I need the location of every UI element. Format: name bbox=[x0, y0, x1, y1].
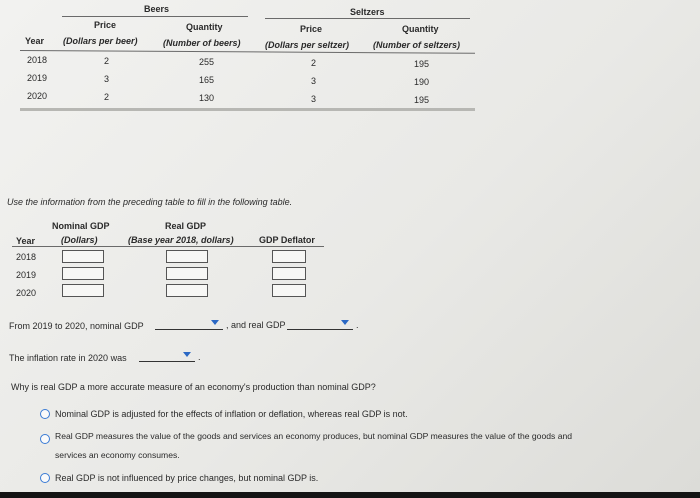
beer-quantity-unit: (Number of beers) bbox=[163, 38, 241, 48]
seltzer-price-unit: (Dollars per seltzer) bbox=[265, 40, 350, 50]
table-row-year: 2019 bbox=[27, 73, 48, 83]
beer-qty-cell: 130 bbox=[199, 93, 215, 103]
real-gdp-2019-input[interactable] bbox=[166, 267, 208, 280]
real-gdp-label: Real GDP bbox=[165, 221, 207, 231]
beers-group-rule bbox=[62, 16, 248, 17]
beer-quantity-label: Quantity bbox=[186, 22, 223, 32]
year-header-2: Year bbox=[16, 236, 36, 246]
nominal-gdp-2018-input[interactable] bbox=[62, 250, 104, 263]
table-row-year: 2020 bbox=[27, 91, 48, 101]
q2-prefix: The inflation rate in 2020 was bbox=[9, 353, 127, 363]
nominal-gdp-unit: (Dollars) bbox=[61, 235, 98, 245]
table-row-year: 2018 bbox=[27, 55, 48, 65]
table2-year: 2020 bbox=[16, 288, 37, 298]
option-1-radio[interactable] bbox=[40, 409, 50, 419]
seltzer-price-cell: 3 bbox=[311, 94, 317, 104]
seltzers-group-title: Seltzers bbox=[350, 7, 385, 17]
q1-middle: , and real GDP bbox=[226, 320, 286, 330]
beer-price-cell: 2 bbox=[104, 56, 110, 66]
chevron-down-icon bbox=[211, 320, 219, 325]
table2-header-rule bbox=[12, 246, 324, 247]
table2-year: 2018 bbox=[16, 252, 37, 262]
beer-qty-cell: 165 bbox=[199, 75, 215, 85]
beer-price-label: Price bbox=[94, 20, 117, 30]
bottom-bezel bbox=[0, 492, 700, 498]
q1-prefix: From 2019 to 2020, nominal GDP bbox=[9, 321, 144, 331]
year-header: Year bbox=[25, 36, 45, 46]
table2-year: 2019 bbox=[16, 270, 37, 280]
beer-price-cell: 3 bbox=[104, 74, 110, 84]
beer-price-cell: 2 bbox=[104, 92, 110, 102]
seltzers-group-rule bbox=[265, 18, 470, 19]
real-gdp-change-dropdown[interactable] bbox=[287, 318, 353, 330]
option-1-text: Nominal GDP is adjusted for the effects of inflation or deflation, whereas real GDP is not. bbox=[55, 409, 408, 419]
header-rule bbox=[20, 50, 475, 54]
beer-qty-cell: 255 bbox=[199, 57, 215, 67]
seltzer-qty-cell: 195 bbox=[414, 95, 430, 105]
gdp-deflator-2019-input[interactable] bbox=[272, 267, 306, 280]
beer-price-unit: (Dollars per beer) bbox=[63, 36, 138, 46]
q2-suffix: . bbox=[198, 352, 201, 362]
option-2-radio[interactable] bbox=[40, 434, 50, 444]
real-gdp-2018-input[interactable] bbox=[166, 250, 208, 263]
chevron-down-icon bbox=[183, 352, 191, 357]
seltzer-price-label: Price bbox=[300, 24, 323, 34]
seltzer-qty-cell: 190 bbox=[414, 77, 430, 87]
seltzer-quantity-label: Quantity bbox=[402, 24, 439, 34]
inflation-rate-dropdown[interactable] bbox=[139, 350, 195, 362]
option-3-radio[interactable] bbox=[40, 473, 50, 483]
q1-suffix: . bbox=[356, 320, 359, 330]
nominal-gdp-2020-input[interactable] bbox=[62, 284, 104, 297]
seltzer-price-cell: 2 bbox=[311, 58, 317, 68]
nominal-gdp-change-dropdown[interactable] bbox=[155, 318, 223, 330]
beers-group-title: Beers bbox=[144, 4, 170, 14]
real-gdp-unit: (Base year 2018, dollars) bbox=[128, 235, 234, 245]
nominal-gdp-label: Nominal GDP bbox=[52, 221, 110, 231]
option-3-text: Real GDP is not influenced by price changes, but nominal GDP is. bbox=[55, 473, 319, 483]
real-gdp-2020-input[interactable] bbox=[166, 284, 208, 297]
seltzer-price-cell: 3 bbox=[311, 76, 317, 86]
seltzer-quantity-unit: (Number of seltzers) bbox=[373, 40, 461, 50]
nominal-gdp-2019-input[interactable] bbox=[62, 267, 104, 280]
seltzer-qty-cell: 195 bbox=[414, 59, 430, 69]
q3-prompt: Why is real GDP a more accurate measure of an economy's production than nominal GDP? bbox=[11, 382, 376, 392]
table-bottom-rule bbox=[20, 108, 475, 111]
option-2-text-cont: services an economy consumes. bbox=[55, 450, 180, 460]
gdp-deflator-2018-input[interactable] bbox=[272, 250, 306, 263]
gdp-deflator-2020-input[interactable] bbox=[272, 284, 306, 297]
instruction-text: Use the information from the preceding table to fill in the following table. bbox=[7, 197, 293, 207]
option-2-text: Real GDP measures the value of the goods and services an economy produces, but nominal GDP measures the value of the goods and bbox=[55, 431, 573, 441]
chevron-down-icon bbox=[341, 320, 349, 325]
gdp-deflator-label: GDP Deflator bbox=[259, 235, 315, 245]
